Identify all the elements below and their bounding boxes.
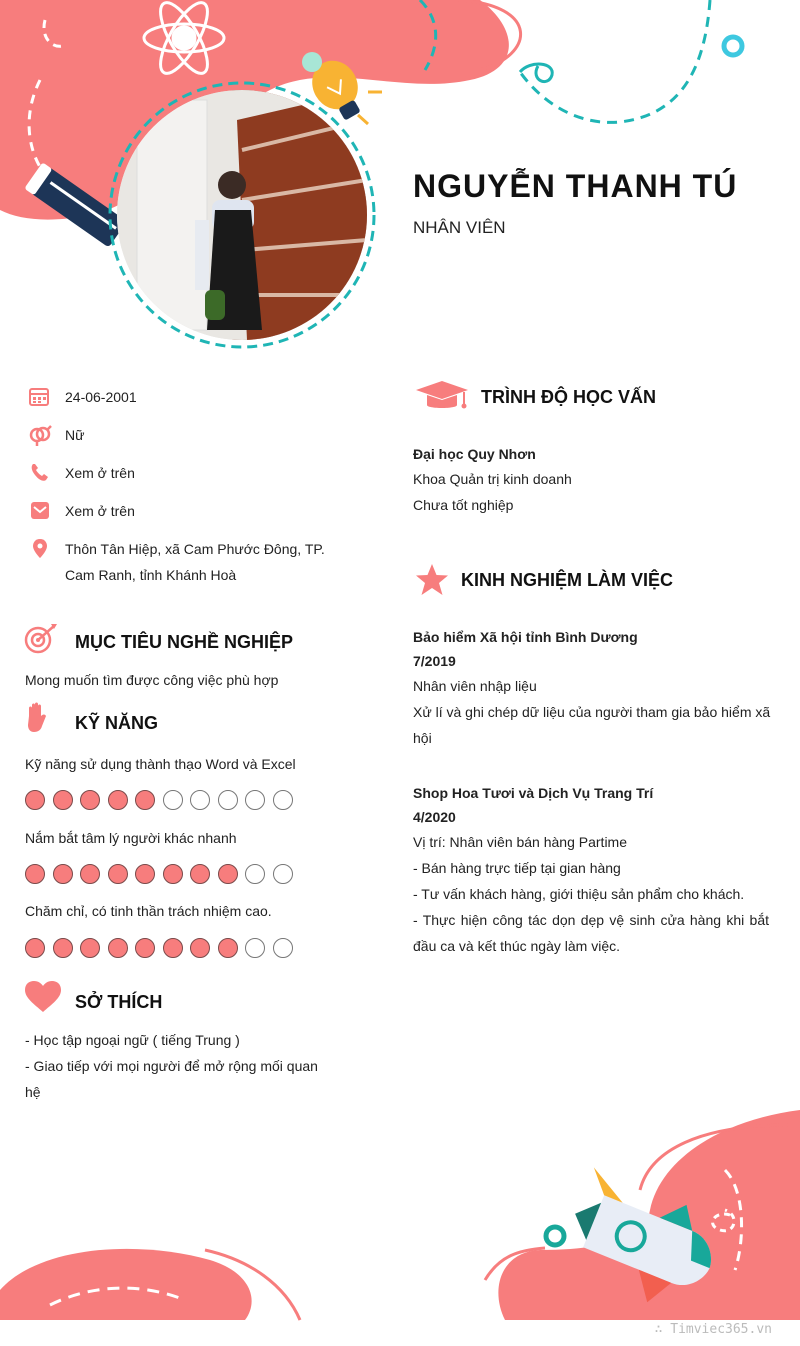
rating-dot-empty <box>163 790 183 810</box>
education-title: TRÌNH ĐỘ HỌC VẤN <box>481 387 656 407</box>
gender-value: Nữ <box>65 427 85 443</box>
rating-dot-empty <box>273 790 293 810</box>
candidate-name: NGUYỄN THANH TÚ <box>413 168 738 204</box>
rating-dot-empty <box>245 864 265 884</box>
rating-dot-filled <box>53 864 73 884</box>
heart-icon <box>24 980 62 1014</box>
rating-dot-empty <box>218 790 238 810</box>
education-status: Chưa tốt nghiệp <box>413 497 514 513</box>
address-value: Thôn Tân Hiệp, xã Cam Phước Đông, TP. Cam Ranh, tỉnh Khánh Hoà <box>65 541 325 583</box>
rating-dot-empty <box>245 938 265 958</box>
target-icon <box>24 622 60 654</box>
skill-name: Nắm bắt tâm lý người khác nhanh <box>25 830 237 846</box>
rating-dot-filled <box>108 938 128 958</box>
skill-rating <box>25 938 293 958</box>
job-line: - Tư vấn khách hàng, giới thiệu sản phẩm cho khách. <box>413 886 745 902</box>
rating-dot-empty <box>245 790 265 810</box>
skill-name: Kỹ năng sử dụng thành thạo Word và Excel <box>25 756 296 772</box>
job-line: Nhân viên nhập liệu <box>413 678 537 694</box>
experience-title: KINH NGHIỆM LÀM VIỆC <box>461 570 674 590</box>
rating-dot-empty <box>273 864 293 884</box>
rating-dot-filled <box>108 864 128 884</box>
bottom-decoration <box>0 1100 800 1346</box>
rating-dot-filled <box>218 864 238 884</box>
rating-dot-empty <box>273 938 293 958</box>
rating-dot-filled <box>80 938 100 958</box>
rating-dot-filled <box>25 864 45 884</box>
skill-rating <box>25 790 293 810</box>
email-value: Xem ở trên <box>65 503 135 519</box>
skill-name: Chăm chỉ, có tinh thần trách nhiệm cao. <box>25 903 272 919</box>
photo-illustration <box>117 90 367 340</box>
job-line: - Thực hiện công tác dọn dẹp vệ sinh cửa hàng khi bắt đầu ca và kết thúc ngày làm việc. <box>413 912 769 954</box>
objective-title: MỤC TIÊU NGHỀ NGHIỆP <box>75 632 294 652</box>
school-name: Đại học Quy Nhơn <box>413 446 536 462</box>
rating-dot-filled <box>135 864 155 884</box>
rating-dot-filled <box>25 938 45 958</box>
job-company: Shop Hoa Tươi và Dịch Vụ Trang Trí <box>413 785 654 801</box>
job-line: - Bán hàng trực tiếp tại gian hàng <box>413 860 621 876</box>
phone-icon <box>25 462 55 484</box>
location-pin-icon <box>25 538 55 560</box>
birthday-value: 24-06-2001 <box>65 389 137 405</box>
rating-dot-filled <box>53 790 73 810</box>
hobbies-title: SỞ THÍCH <box>75 992 163 1012</box>
rating-dot-filled <box>53 938 73 958</box>
graduation-cap-icon <box>414 380 470 414</box>
avatar <box>117 90 367 340</box>
rating-dot-filled <box>190 938 210 958</box>
phone-value: Xem ở trên <box>65 465 135 481</box>
rating-dot-filled <box>163 864 183 884</box>
job-line: Xử lí và ghi chép dữ liệu của người tham gia bảo hiểm xã hội <box>413 704 771 746</box>
rating-dot-filled <box>135 790 155 810</box>
rating-dot-filled <box>25 790 45 810</box>
job-line: Vị trí: Nhân viên bán hàng Partime <box>413 834 628 850</box>
star-icon <box>414 563 450 597</box>
job-date: 7/2019 <box>413 653 456 669</box>
skill-rating <box>25 864 293 884</box>
hobby-item: - Học tập ngoại ngữ ( tiếng Trung ) <box>25 1032 240 1048</box>
rating-dot-filled <box>190 864 210 884</box>
rating-dot-filled <box>80 864 100 884</box>
rating-dot-filled <box>163 938 183 958</box>
rating-dot-empty <box>190 790 210 810</box>
gender-icon <box>25 424 55 446</box>
rating-dot-filled <box>218 938 238 958</box>
rating-dot-filled <box>80 790 100 810</box>
job-company: Bảo hiểm Xã hội tỉnh Bình Dương <box>413 629 638 645</box>
candidate-position: NHÂN VIÊN <box>413 218 506 237</box>
profile-photo <box>105 78 379 352</box>
skills-title: KỸ NĂNG <box>75 713 159 733</box>
watermark: ∴ Timviec365.vn <box>654 1322 772 1337</box>
hand-icon <box>24 702 50 734</box>
calendar-icon <box>25 386 55 408</box>
email-icon <box>25 500 55 522</box>
objective-text: Mong muốn tìm được công việc phù hợp <box>25 672 279 688</box>
faculty: Khoa Quản trị kinh doanh <box>413 471 572 487</box>
rating-dot-filled <box>108 790 128 810</box>
job-date: 4/2020 <box>413 809 456 825</box>
rating-dot-filled <box>135 938 155 958</box>
hobby-item: - Giao tiếp với mọi người để mở rộng mối quan hệ <box>25 1058 318 1100</box>
